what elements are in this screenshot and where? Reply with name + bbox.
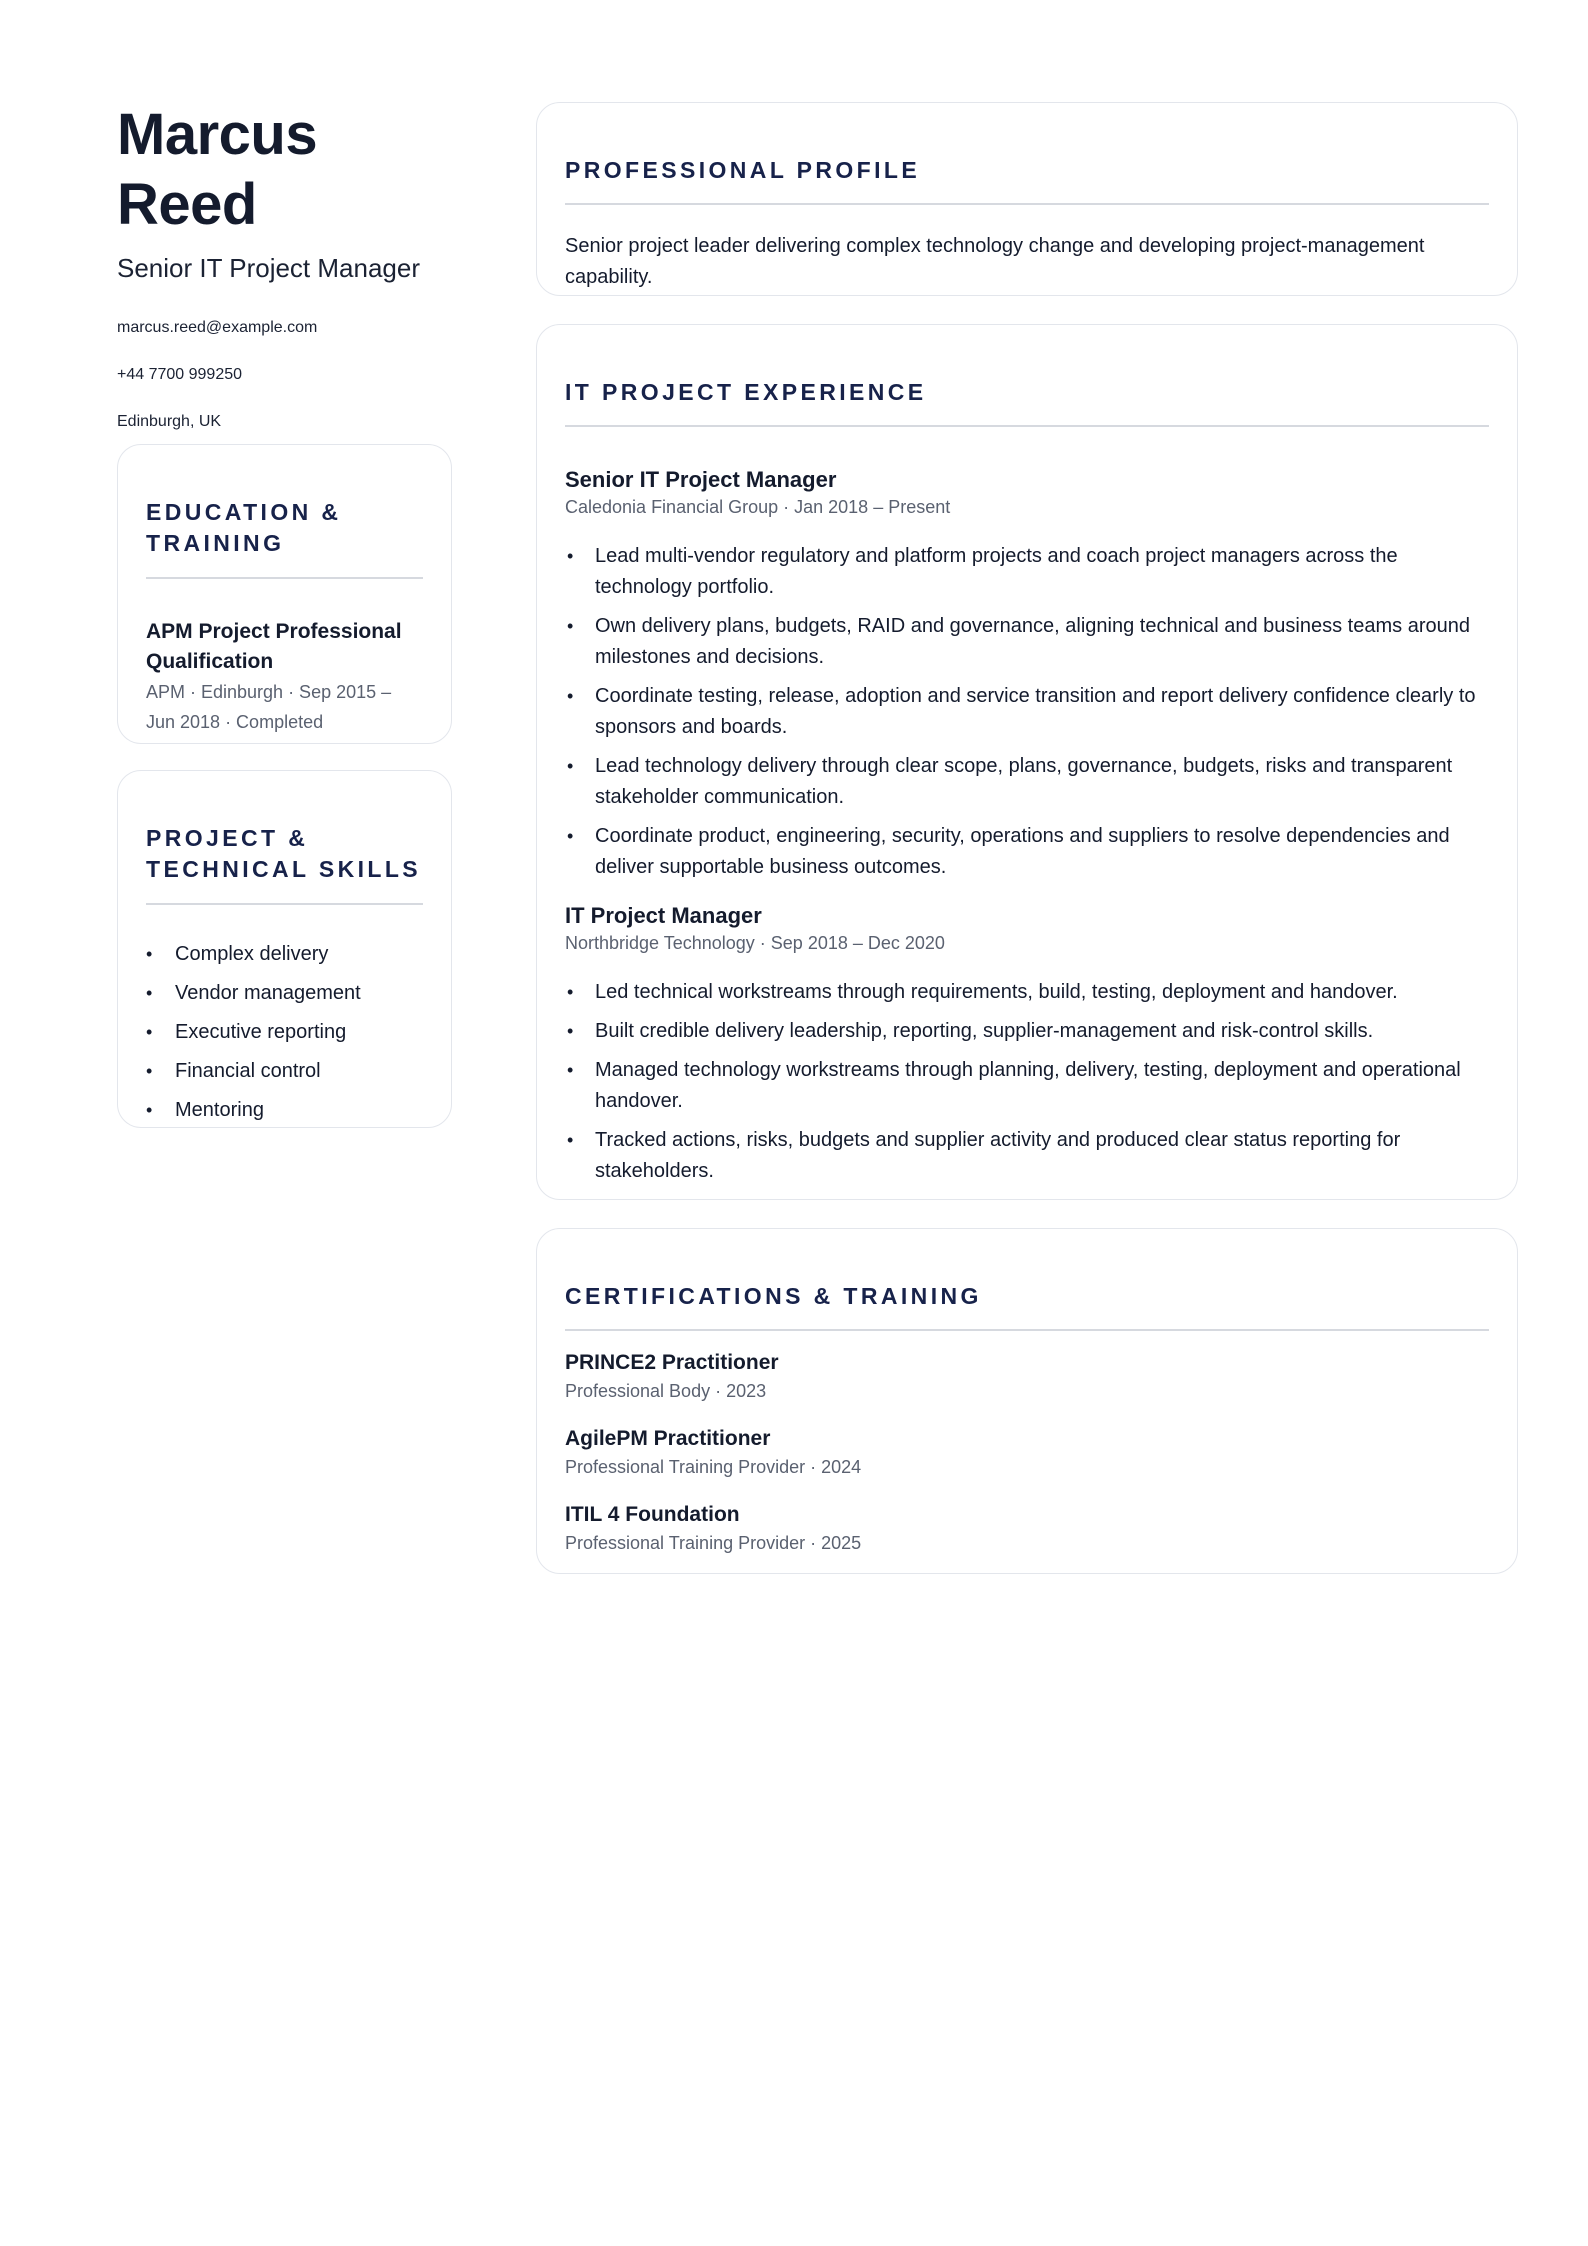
job-entry	[565, 465, 1489, 883]
job-entry	[565, 901, 1489, 1187]
job-bullet: • Led technical workstreams through requirements, build, testing, deployment and handover.	[565, 977, 1489, 1008]
job-bullets	[565, 977, 1489, 1187]
job-bullet: • Lead multi-vendor regulatory and platform projects and coach project managers across the technology portfolio.	[565, 541, 1489, 603]
education-heading: EDUCATION & TRAINING	[146, 499, 342, 556]
certifications-heading: CERTIFICATIONS & TRAINING	[565, 1283, 982, 1309]
candidate-title: Senior IT Project Manager	[117, 253, 420, 284]
certifications-divider	[565, 1329, 1489, 1331]
job-bullet: • Own delivery plans, budgets, RAID and governance, aligning technical and business teams around milestones and decisions.	[565, 611, 1489, 673]
job-meta: Northbridge Technology · Sep 2018 – Dec 2020	[565, 933, 945, 953]
certification-item	[565, 1424, 1489, 1480]
certification-meta: Professional Training Provider · 2025	[565, 1533, 862, 1553]
profile-summary: Senior project leader delivering complex technology change and developing project-management capability.	[565, 235, 1425, 288]
skills-divider	[146, 903, 423, 905]
job-bullet: • Coordinate testing, release, adoption and service transition and report delivery confidence clearly to sponsors and boards.	[565, 681, 1489, 743]
education-item-title: APM Project Professional Qualification	[146, 620, 402, 673]
education-item	[146, 617, 423, 737]
skills-card	[117, 770, 452, 1128]
profile-card	[536, 102, 1518, 296]
certification-meta: Professional Training Provider · 2024	[565, 1457, 862, 1477]
education-divider	[146, 577, 423, 579]
certification-item	[565, 1348, 1489, 1404]
certification-item	[565, 1500, 1489, 1556]
contact-email[interactable]: marcus.reed@example.com	[117, 319, 318, 337]
certification-title: ITIL 4 Foundation	[565, 1503, 740, 1526]
skill-item: • Financial control	[146, 1052, 423, 1091]
experience-heading: IT PROJECT EXPERIENCE	[565, 379, 927, 405]
experience-card	[536, 324, 1518, 1200]
skill-item: • Mentoring	[146, 1091, 423, 1130]
skills-heading: PROJECT & TECHNICAL SKILLS	[146, 825, 422, 882]
profile-divider	[565, 203, 1489, 205]
contact-phone[interactable]: +44 7700 999250	[117, 366, 243, 384]
certification-title: PRINCE2 Practitioner	[565, 1351, 779, 1374]
job-bullet: • Lead technology delivery through clear scope, plans, governance, budgets, risks and transparent stakeholder communication.	[565, 751, 1489, 813]
job-bullets	[565, 541, 1489, 883]
candidate-name: Marcus Reed	[117, 102, 318, 237]
job-bullet: • Built credible delivery leadership, reporting, supplier-management and risk-control skills.	[565, 1016, 1489, 1047]
certifications-card	[536, 1228, 1518, 1574]
education-card	[117, 444, 452, 744]
skill-item: • Executive reporting	[146, 1013, 423, 1052]
job-meta: Caledonia Financial Group · Jan 2018 – Present	[565, 497, 951, 517]
experience-divider	[565, 425, 1489, 427]
job-title: Senior IT Project Manager	[565, 467, 837, 492]
skills-list	[146, 935, 423, 1130]
job-bullet: • Managed technology workstreams through planning, delivery, testing, deployment and operational handover.	[565, 1055, 1489, 1117]
job-bullet: • Coordinate product, engineering, security, operations and suppliers to resolve dependencies and deliver supportable business outcomes.	[565, 821, 1489, 883]
job-title: IT Project Manager	[565, 903, 762, 928]
skill-item: • Vendor management	[146, 974, 423, 1013]
certification-title: AgilePM Practitioner	[565, 1427, 771, 1450]
education-item-meta: APM · Edinburgh · Sep 2015 – Jun 2018 · Completed	[146, 682, 392, 732]
sidebar	[117, 100, 451, 430]
profile-heading: PROFESSIONAL PROFILE	[565, 157, 921, 183]
certification-meta: Professional Body · 2023	[565, 1381, 767, 1401]
job-bullet: • Tracked actions, risks, budgets and supplier activity and produced clear status reporting for stakeholders.	[565, 1125, 1489, 1187]
skill-item: • Complex delivery	[146, 935, 423, 974]
contact-location: Edinburgh, UK	[117, 413, 222, 431]
